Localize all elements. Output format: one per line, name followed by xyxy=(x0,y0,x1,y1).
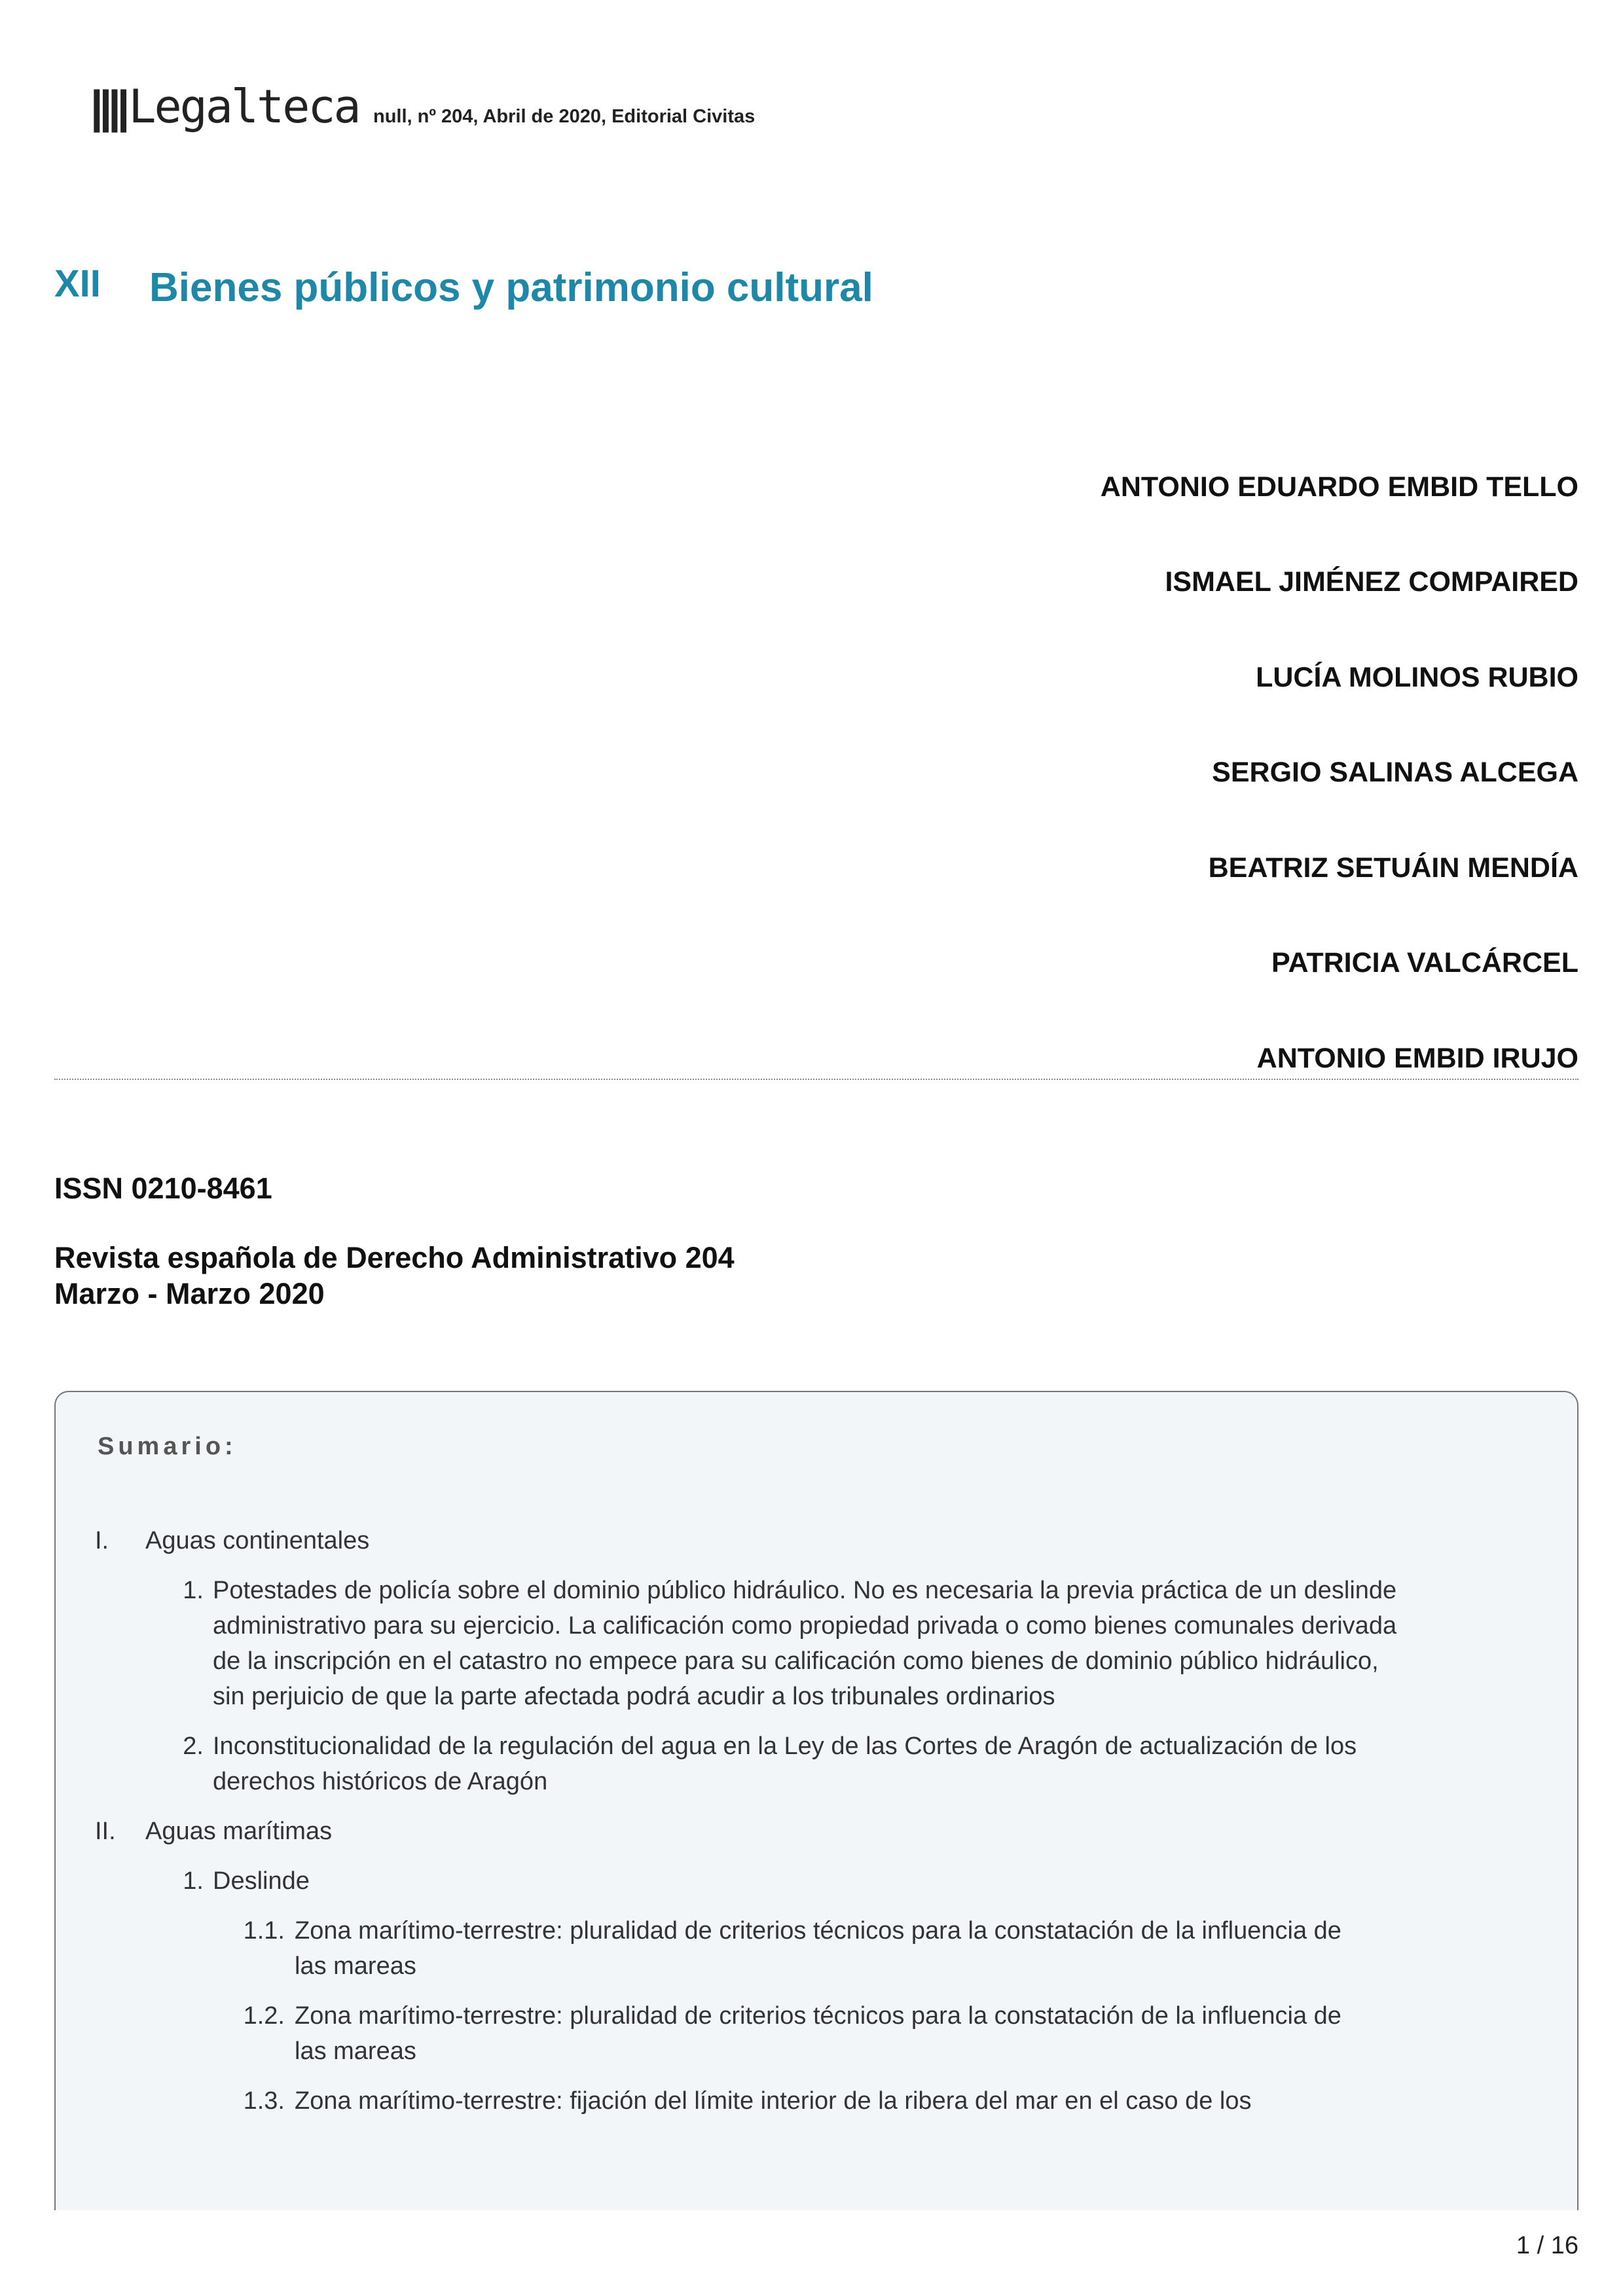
toc-number: I. xyxy=(95,1527,109,1554)
section-number: XII xyxy=(54,262,101,305)
toc-text: Deslinde xyxy=(213,1867,310,1895)
toc-item[interactable] xyxy=(56,1913,1342,1984)
toc-text: Aguas continentales xyxy=(145,1527,370,1554)
toc-number: 2. xyxy=(183,1732,204,1760)
toc-item[interactable] xyxy=(56,1863,1431,1899)
author: ISMAEL JIMÉNEZ COMPAIRED xyxy=(1165,566,1578,598)
dotted-divider xyxy=(54,1079,1578,1080)
author: SERGIO SALINAS ALCEGA xyxy=(1212,757,1578,788)
toc-number: 1.1. xyxy=(243,1917,285,1945)
journal-title: Revista española de Derecho Administrativo 204 xyxy=(54,1241,735,1274)
section-title: Bienes públicos y patrimonio cultural xyxy=(149,265,873,310)
journal-period: Marzo - Marzo 2020 xyxy=(54,1277,325,1310)
toc-number: 1. xyxy=(183,1867,204,1895)
toc-item[interactable] xyxy=(56,1998,1342,2069)
toc-text: Potestades de policía sobre el dominio público hidráulico. No es necesaria la previa práctica de un deslinde administrativo para su ejercicio. La calificación como propiedad privada o como bienes comunales derivada de la inscripción en el catastro no empece para su calificación como bienes de dominio público hidráulico, sin perjuicio de que la parte afectada podrá acudir a los tribunales ordinarios xyxy=(213,1577,1397,1710)
toc-item[interactable] xyxy=(56,1814,1431,1849)
logo-text: Legalteca xyxy=(128,80,359,134)
author: PATRICIA VALCÁRCEL xyxy=(1271,947,1578,978)
issn: ISSN 0210-8461 xyxy=(54,1172,272,1205)
toc-item[interactable] xyxy=(56,1573,1431,1714)
toc-number: 1.2. xyxy=(243,2002,285,2030)
citation-header: null, nº 204, Abril de 2020, Editorial Civitas xyxy=(373,106,756,127)
toc-text: Zona marítimo-terrestre: pluralidad de criterios técnicos para la constatación de la influencia de las mareas xyxy=(295,2002,1341,2065)
toc-text: Zona marítimo-terrestre: fijación del límite interior de la ribera del mar en el caso de los xyxy=(295,2087,1252,2115)
toc-number: 1. xyxy=(183,1577,204,1604)
toc-item[interactable] xyxy=(56,1729,1431,1799)
page-number: 1 / 16 xyxy=(1516,2232,1578,2259)
author: LUCÍA MOLINOS RUBIO xyxy=(1256,662,1578,693)
toc-text: Inconstitucionalidad de la regulación del agua en la Ley de las Cortes de Aragón de actualización de los derechos históricos de Aragón xyxy=(213,1732,1357,1795)
logo-bars-icon: |||| xyxy=(90,81,126,132)
toc-number: II. xyxy=(95,1818,116,1845)
author: ANTONIO EMBID IRUJO xyxy=(1256,1043,1578,1074)
author: ANTONIO EDUARDO EMBID TELLO xyxy=(1100,471,1578,503)
journal-info xyxy=(54,1240,735,1312)
toc-text: Aguas marítimas xyxy=(145,1818,333,1845)
toc-item[interactable] xyxy=(56,1523,1431,1558)
toc-text: Zona marítimo-terrestre: pluralidad de criterios técnicos para la constatación de la influencia de las mareas xyxy=(295,1917,1341,1980)
toc-item[interactable] xyxy=(56,2083,1473,2119)
author: BEATRIZ SETUÁIN MENDÍA xyxy=(1208,852,1578,884)
sumario-heading: Sumario: xyxy=(98,1433,237,1460)
sumario-list xyxy=(56,1523,1431,2133)
toc-number: 1.3. xyxy=(243,2087,285,2115)
sumario-box xyxy=(54,1391,1578,2210)
legalteca-logo xyxy=(90,80,359,134)
